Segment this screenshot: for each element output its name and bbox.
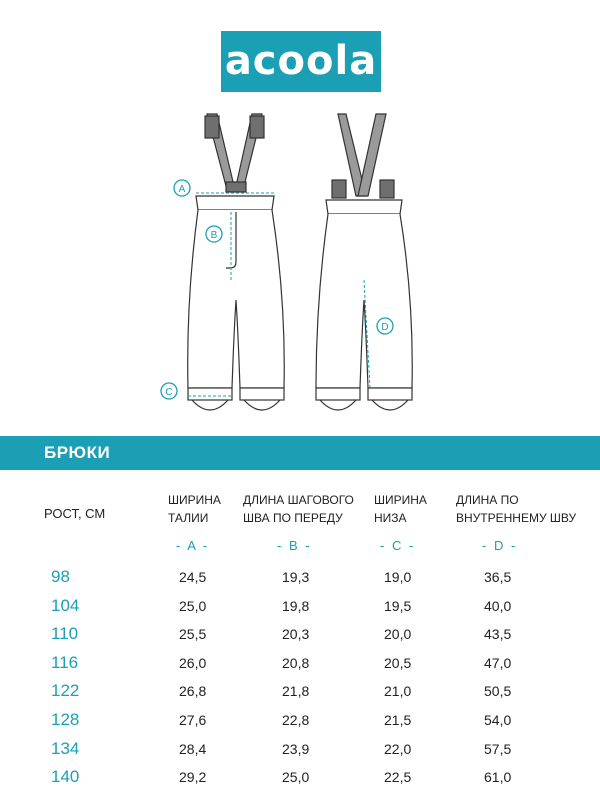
front-rise-cell: 19,3: [282, 569, 310, 585]
table-row: [0, 683, 600, 707]
front-rise-column-header: ДЛИНА ШАГОВОГО ШВА ПО ПЕРЕДУ: [243, 493, 354, 525]
table-row: [0, 626, 600, 650]
inseam-cell: 61,0: [484, 769, 512, 785]
table-row: [0, 569, 600, 593]
pants-technical-drawing: [160, 105, 450, 425]
size-cell: 98: [51, 567, 70, 586]
marker-b-label: B: [210, 230, 218, 241]
table-row: [0, 598, 600, 622]
size-cell: 110: [51, 624, 79, 643]
inseam-letter: - D -: [482, 538, 518, 553]
front-rise-cell: 25,0: [282, 769, 310, 785]
hem-cell: 22,5: [384, 769, 412, 785]
inseam-column-header: ДЛИНА ПО ВНУТРЕННЕМУ ШВУ: [456, 493, 577, 525]
height-column-header: РОСТ, СМ: [44, 506, 106, 521]
hem-cell: 19,5: [384, 598, 412, 614]
waist-cell: 26,0: [179, 655, 207, 671]
inseam-cell: 50,5: [484, 683, 512, 699]
front-rise-letter: - B -: [277, 538, 312, 553]
inseam-cell: 40,0: [484, 598, 512, 614]
section-title-bar: [0, 436, 600, 470]
waist-cell: 26,8: [179, 683, 207, 699]
waist-cell: 25,5: [179, 626, 207, 642]
back-view: [316, 114, 412, 410]
brand-logo: [221, 31, 381, 92]
waist-cell: 29,2: [179, 769, 207, 785]
hem-cell: 22,0: [384, 741, 412, 757]
hem-cell: 20,0: [384, 626, 412, 642]
inseam-cell: 57,5: [484, 741, 512, 757]
front-rise-cell: 21,8: [282, 683, 310, 699]
waist-cell: 24,5: [179, 569, 207, 585]
section-title: БРЮКИ: [44, 443, 111, 462]
hem-cell: 21,0: [384, 683, 412, 699]
inseam-cell: 47,0: [484, 655, 512, 671]
front-rise-cell: 20,3: [282, 626, 310, 642]
hem-cell: 21,5: [384, 712, 412, 728]
size-cell: 134: [51, 739, 80, 758]
size-cell: 140: [51, 767, 80, 786]
marker-a-label: A: [178, 184, 186, 195]
front-view: [188, 114, 285, 410]
front-rise-cell: 23,9: [282, 741, 310, 757]
marker-c-label: C: [165, 387, 173, 398]
table-row: [0, 769, 600, 793]
front-rise-cell: 19,8: [282, 598, 310, 614]
front-rise-cell: 20,8: [282, 655, 310, 671]
waist-cell: 27,6: [179, 712, 207, 728]
brand-logo-text: acoola: [224, 37, 378, 84]
hem-cell: 19,0: [384, 569, 412, 585]
waist-cell: 28,4: [179, 741, 207, 757]
table-row: [0, 741, 600, 765]
waist-letter: - A -: [176, 538, 210, 553]
waist-cell: 25,0: [179, 598, 207, 614]
front-rise-cell: 22,8: [282, 712, 310, 728]
size-cell: 122: [51, 681, 80, 700]
size-cell: 104: [51, 596, 80, 615]
table-row: [0, 712, 600, 736]
inseam-cell: 36,5: [484, 569, 512, 585]
marker-d-label: D: [381, 322, 389, 333]
waist-column-header: ШИРИНА ТАЛИИ: [168, 493, 221, 525]
hem-column-header: ШИРИНА НИЗА: [374, 493, 427, 525]
inseam-cell: 43,5: [484, 626, 512, 642]
hem-letter: - C -: [380, 538, 416, 553]
size-cell: 128: [51, 710, 80, 729]
hem-cell: 20,5: [384, 655, 412, 671]
table-row: [0, 655, 600, 679]
inseam-cell: 54,0: [484, 712, 512, 728]
size-cell: 116: [51, 653, 79, 672]
